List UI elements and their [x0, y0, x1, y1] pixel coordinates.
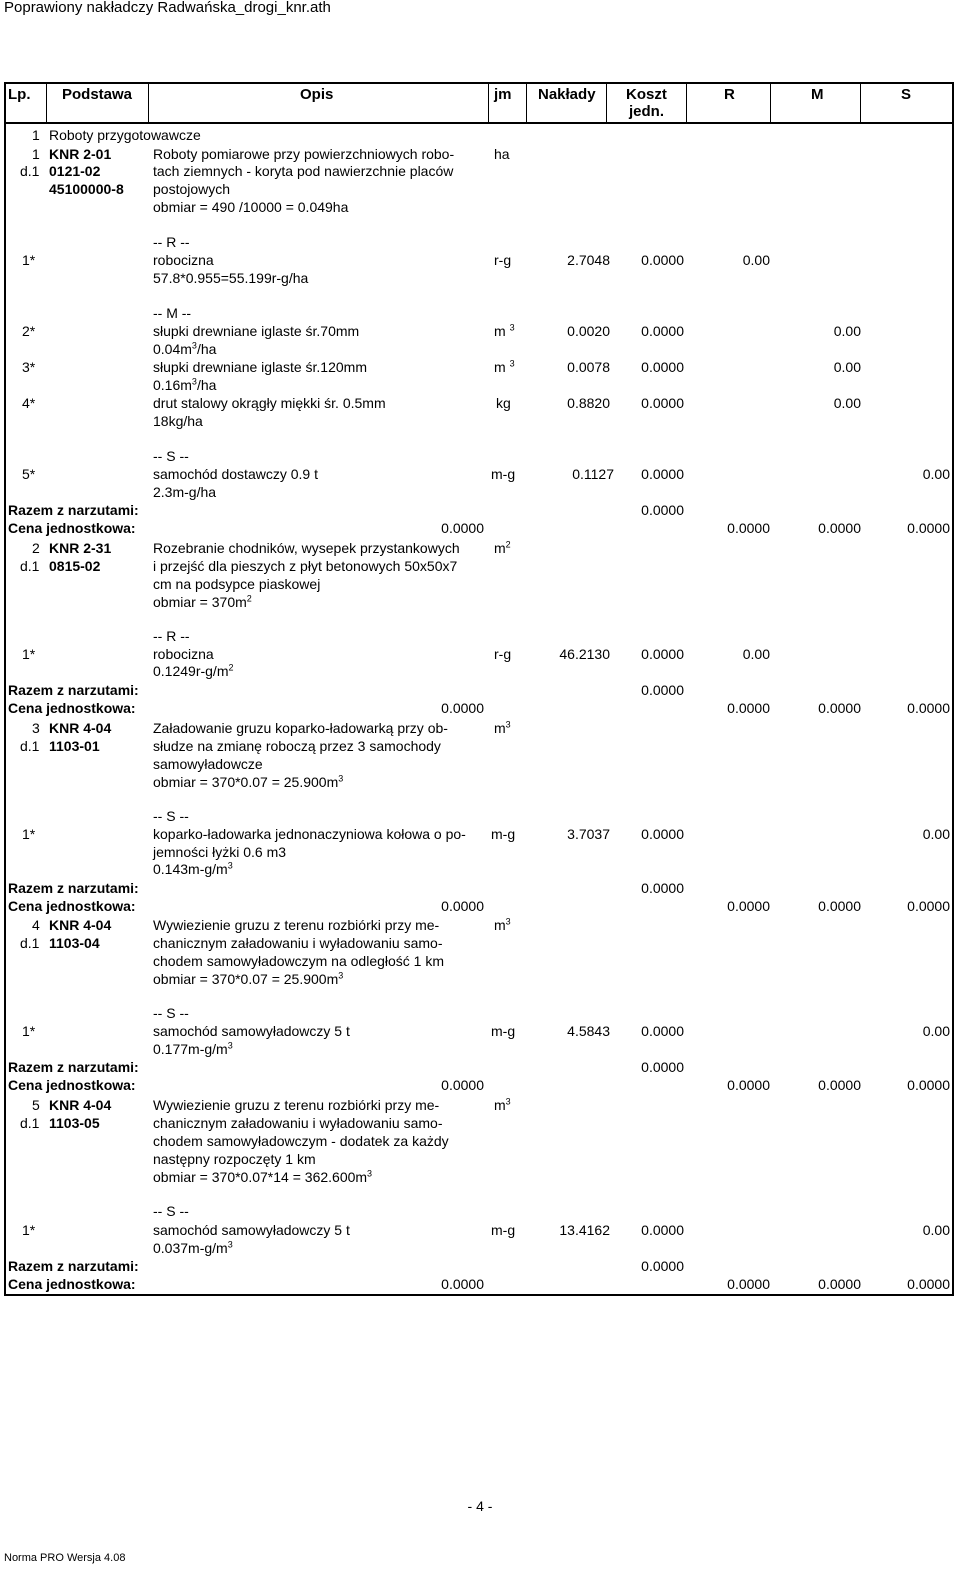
position-unit: ha — [494, 146, 510, 162]
resource-koszt: 0.0000 — [641, 252, 684, 268]
position-description: cm na podsypce piaskowej — [153, 576, 321, 592]
resource-calc: $0.177m-g/m^3$ — [153, 1040, 233, 1057]
resource-calc: $0.1249r-g/m^2$ — [153, 662, 234, 679]
resource-calc: $0.16m^3/ha$ — [153, 376, 217, 393]
razem-label: Razem z narzutami: — [8, 880, 139, 896]
header-jm: jm — [494, 86, 512, 103]
razem-value: 0.0000 — [641, 1258, 684, 1274]
position-unit: $m^3$ — [494, 719, 511, 736]
header-opis: Opis — [300, 86, 334, 103]
position-basis: 45100000-8 — [49, 181, 124, 197]
resource-name: słupki drewniane iglaste śr.70mm — [153, 323, 360, 339]
razem-label: Razem z narzutami: — [8, 682, 139, 698]
cena-value: 0.0000 — [441, 700, 484, 716]
header-lp: Lp. — [8, 86, 31, 103]
resource-lp: 1* — [22, 252, 36, 268]
resource-name: robocizna — [153, 252, 214, 268]
resource-koszt: 0.0000 — [641, 395, 684, 411]
resource-lp: 2* — [22, 323, 36, 339]
position-basis: 1103-05 — [49, 1115, 100, 1131]
resource-unit: m-g — [491, 466, 516, 482]
position-quantity: obmiar = $370*0.07 = 25.900m^3$ — [153, 773, 344, 790]
razem-label: Razem z narzutami: — [8, 502, 139, 518]
cena-label: Cena jednostkowa: — [8, 520, 136, 536]
group-header-s: -- S -- — [153, 1203, 189, 1219]
cena-s: 0.0000 — [907, 520, 950, 536]
resource-name: samochód samowyładowczy 5 t — [153, 1023, 350, 1039]
position-description: słudze na zmianę roboczą przez 3 samochody — [153, 738, 441, 754]
cena-m: 0.0000 — [818, 520, 861, 536]
position-basis: KNR 2-31 — [49, 540, 112, 556]
resource-naklad: 46.2130 — [559, 646, 610, 662]
col-divider — [860, 84, 861, 124]
position-basis: 1103-04 — [49, 935, 100, 951]
position-variant: d.1 — [20, 935, 40, 951]
header-koszt-jedn: jedn. — [629, 103, 665, 120]
col-divider — [148, 84, 149, 124]
razem-label: Razem z narzutami: — [8, 1059, 139, 1075]
cena-r: 0.0000 — [727, 520, 770, 536]
position-number: 1 — [32, 146, 40, 162]
position-description: i przejść dla pieszych z płyt betonowych 50x50x7 — [153, 558, 458, 574]
resource-naklad: 13.4162 — [559, 1222, 610, 1238]
resource-naklad: 2.7048 — [567, 252, 610, 268]
position-description: chanicznym załadowaniu i wyładowaniu samo- — [153, 935, 443, 951]
position-quantity: obmiar = $370*0.07*14 = 362.600m^3$ — [153, 1168, 373, 1185]
section-number: 1 — [32, 127, 40, 143]
resource-value-r: 0.00 — [742, 646, 770, 662]
position-basis: 0815-02 — [49, 558, 101, 574]
cena-r: 0.0000 — [727, 1276, 770, 1292]
header-s: S — [901, 86, 912, 103]
resource-name: robocizna — [153, 646, 214, 662]
group-header-s: -- S -- — [153, 448, 189, 464]
position-description: Roboty pomiarowe przy powierzchniowych robo- — [153, 146, 455, 162]
cena-value: 0.0000 — [441, 1077, 484, 1093]
cena-value: 0.0000 — [441, 520, 484, 536]
col-divider — [526, 84, 527, 124]
resource-name: samochód dostawczy 0.9 t — [153, 466, 318, 482]
resource-name: koparko-ładowarka jednonaczyniowa kołowa o po- — [153, 826, 466, 842]
resource-koszt: 0.0000 — [641, 359, 684, 375]
position-basis: KNR 4-04 — [49, 720, 112, 736]
group-header-r: -- R -- — [153, 628, 190, 644]
resource-unit: kg — [496, 395, 511, 411]
header-m: M — [811, 86, 824, 103]
resource-unit: m $^3$ — [494, 322, 515, 339]
position-description: samowyładowcze — [153, 756, 263, 772]
header-r: R — [724, 86, 735, 103]
position-variant: d.1 — [20, 1115, 40, 1131]
resource-name: słupki drewniane iglaste śr.120mm — [153, 359, 367, 375]
group-header-m: -- M -- — [153, 305, 192, 321]
resource-calc: $0.143m-g/m^3$ — [153, 860, 233, 877]
cena-label: Cena jednostkowa: — [8, 700, 136, 716]
resource-koszt: 0.0000 — [641, 466, 684, 482]
resource-naklad: 0.0078 — [567, 359, 610, 375]
razem-value: 0.0000 — [641, 1059, 684, 1075]
resource-naklad: 0.8820 — [567, 395, 610, 411]
resource-calc: 57.8*0.955=55.199r-g/ha — [153, 270, 309, 286]
header-koszt: Koszt — [626, 86, 667, 103]
position-basis: 0121-02 — [49, 163, 101, 179]
resource-unit: r-g — [494, 252, 512, 268]
resource-unit: m $^3$ — [494, 358, 515, 375]
cena-m: 0.0000 — [818, 700, 861, 716]
position-basis: KNR 2-01 — [49, 146, 112, 162]
resource-unit: m-g — [491, 1023, 516, 1039]
cena-m: 0.0000 — [818, 1276, 861, 1292]
position-unit: $m^2$ — [494, 539, 511, 556]
cena-label: Cena jednostkowa: — [8, 898, 136, 914]
document-title: Poprawiony nakładczy Radwańska_drogi_knr.ath — [4, 0, 331, 16]
cena-s: 0.0000 — [907, 898, 950, 914]
position-basis: KNR 4-04 — [49, 917, 112, 933]
position-description: Załadowanie gruzu koparko-ładowarką przy ob- — [153, 720, 448, 736]
position-variant: d.1 — [20, 738, 40, 754]
position-basis: 1103-01 — [49, 738, 100, 754]
resource-value-m: 0.00 — [833, 395, 861, 411]
resource-calc: 2.3m-g/ha — [153, 484, 217, 500]
group-header-r: -- R -- — [153, 234, 190, 250]
resource-naklad: 0.0020 — [567, 323, 610, 339]
resource-name: samochód samowyładowczy 5 t — [153, 1222, 350, 1238]
position-unit: $m^3$ — [494, 916, 511, 933]
header-podstawa: Podstawa — [62, 86, 133, 103]
resource-koszt: 0.0000 — [641, 1222, 684, 1238]
position-number: 4 — [32, 917, 40, 933]
col-divider — [606, 84, 607, 124]
resource-calc: $0.037m-g/m^3$ — [153, 1239, 233, 1256]
resource-koszt: 0.0000 — [641, 646, 684, 662]
col-divider — [686, 84, 687, 124]
razem-value: 0.0000 — [641, 682, 684, 698]
cena-r: 0.0000 — [727, 1077, 770, 1093]
resource-name: drut stalowy okrągły miękki śr. 0.5mm — [153, 395, 386, 411]
resource-lp: 1* — [22, 1023, 36, 1039]
cena-label: Cena jednostkowa: — [8, 1276, 136, 1292]
resource-naklad: 3.7037 — [567, 826, 610, 842]
col-divider — [770, 84, 771, 124]
resource-lp: 3* — [22, 359, 36, 375]
resource-lp: 1* — [22, 646, 36, 662]
col-divider — [46, 84, 47, 124]
resource-calc: $0.04m^3/ha$ — [153, 340, 217, 357]
cena-s: 0.0000 — [907, 1077, 950, 1093]
resource-name: jemności łyżki 0.6 m3 — [153, 844, 287, 860]
resource-unit: m-g — [491, 826, 516, 842]
position-description: następny rozpoczęty 1 km — [153, 1151, 316, 1167]
col-divider — [488, 84, 489, 124]
resource-lp: 1* — [22, 1222, 36, 1238]
position-quantity: obmiar = $370m^2$ — [153, 593, 252, 610]
footer-version: Norma PRO Wersja 4.08 — [4, 1552, 126, 1564]
position-number: 3 — [32, 720, 40, 736]
position-description: chanicznym załadowaniu i wyładowaniu samo- — [153, 1115, 443, 1131]
position-description: chodem samowyładowczym - dodatek za każdy — [153, 1133, 449, 1149]
position-description: postojowych — [153, 181, 231, 197]
razem-value: 0.0000 — [641, 502, 684, 518]
position-quantity: obmiar = 490 /10000 = 0.049ha — [153, 199, 349, 215]
cena-value: 0.0000 — [441, 898, 484, 914]
position-variant: d.1 — [20, 558, 40, 574]
position-basis: KNR 4-04 — [49, 1097, 112, 1113]
resource-koszt: 0.0000 — [641, 1023, 684, 1039]
resource-value-m: 0.00 — [833, 359, 861, 375]
section-title: Roboty przygotowawcze — [49, 127, 201, 143]
resource-unit: m-g — [491, 1222, 516, 1238]
page-number: - 4 - — [467, 1498, 493, 1514]
resource-lp: 5* — [22, 466, 36, 482]
resource-value-m: 0.00 — [833, 323, 861, 339]
position-description: chodem samowyładowczym na odległość 1 km — [153, 953, 445, 969]
cena-value: 0.0000 — [441, 1276, 484, 1292]
position-quantity: obmiar = $370*0.07 = 25.900m^3$ — [153, 970, 344, 987]
position-unit: $m^3$ — [494, 1096, 511, 1113]
razem-value: 0.0000 — [641, 880, 684, 896]
cena-r: 0.0000 — [727, 898, 770, 914]
position-number: 2 — [32, 540, 40, 556]
cena-label: Cena jednostkowa: — [8, 1077, 136, 1093]
group-header-s: -- S -- — [153, 808, 189, 824]
header-naklady: Nakłady — [538, 86, 596, 103]
position-description: Wywiezienie gruzu z terenu rozbiórki przy me- — [153, 1097, 440, 1113]
resource-lp: 4* — [22, 395, 36, 411]
resource-koszt: 0.0000 — [641, 826, 684, 842]
cena-r: 0.0000 — [727, 700, 770, 716]
group-header-s: -- S -- — [153, 1005, 189, 1021]
resource-value-s: 0.00 — [922, 1023, 950, 1039]
cena-m: 0.0000 — [818, 898, 861, 914]
resource-value-r: 0.00 — [742, 252, 770, 268]
resource-calc: 18kg/ha — [153, 413, 203, 429]
position-number: 5 — [32, 1097, 40, 1113]
position-description: Wywiezienie gruzu z terenu rozbiórki przy me- — [153, 917, 440, 933]
position-variant: d.1 — [20, 163, 40, 179]
cena-s: 0.0000 — [907, 700, 950, 716]
cena-m: 0.0000 — [818, 1077, 861, 1093]
resource-koszt: 0.0000 — [641, 323, 684, 339]
resource-unit: r-g — [494, 646, 512, 662]
resource-naklad: 4.5843 — [567, 1023, 610, 1039]
resource-lp: 1* — [22, 826, 36, 842]
razem-label: Razem z narzutami: — [8, 1258, 139, 1274]
resource-value-s: 0.00 — [922, 466, 950, 482]
resource-value-s: 0.00 — [922, 826, 950, 842]
position-description: Rozebranie chodników, wysepek przystankowych — [153, 540, 460, 556]
cena-s: 0.0000 — [907, 1276, 950, 1292]
position-description: tach ziemnych - koryta pod nawierzchnie placów — [153, 163, 454, 179]
resource-value-s: 0.00 — [922, 1222, 950, 1238]
resource-naklad: 0.1127 — [572, 466, 614, 482]
